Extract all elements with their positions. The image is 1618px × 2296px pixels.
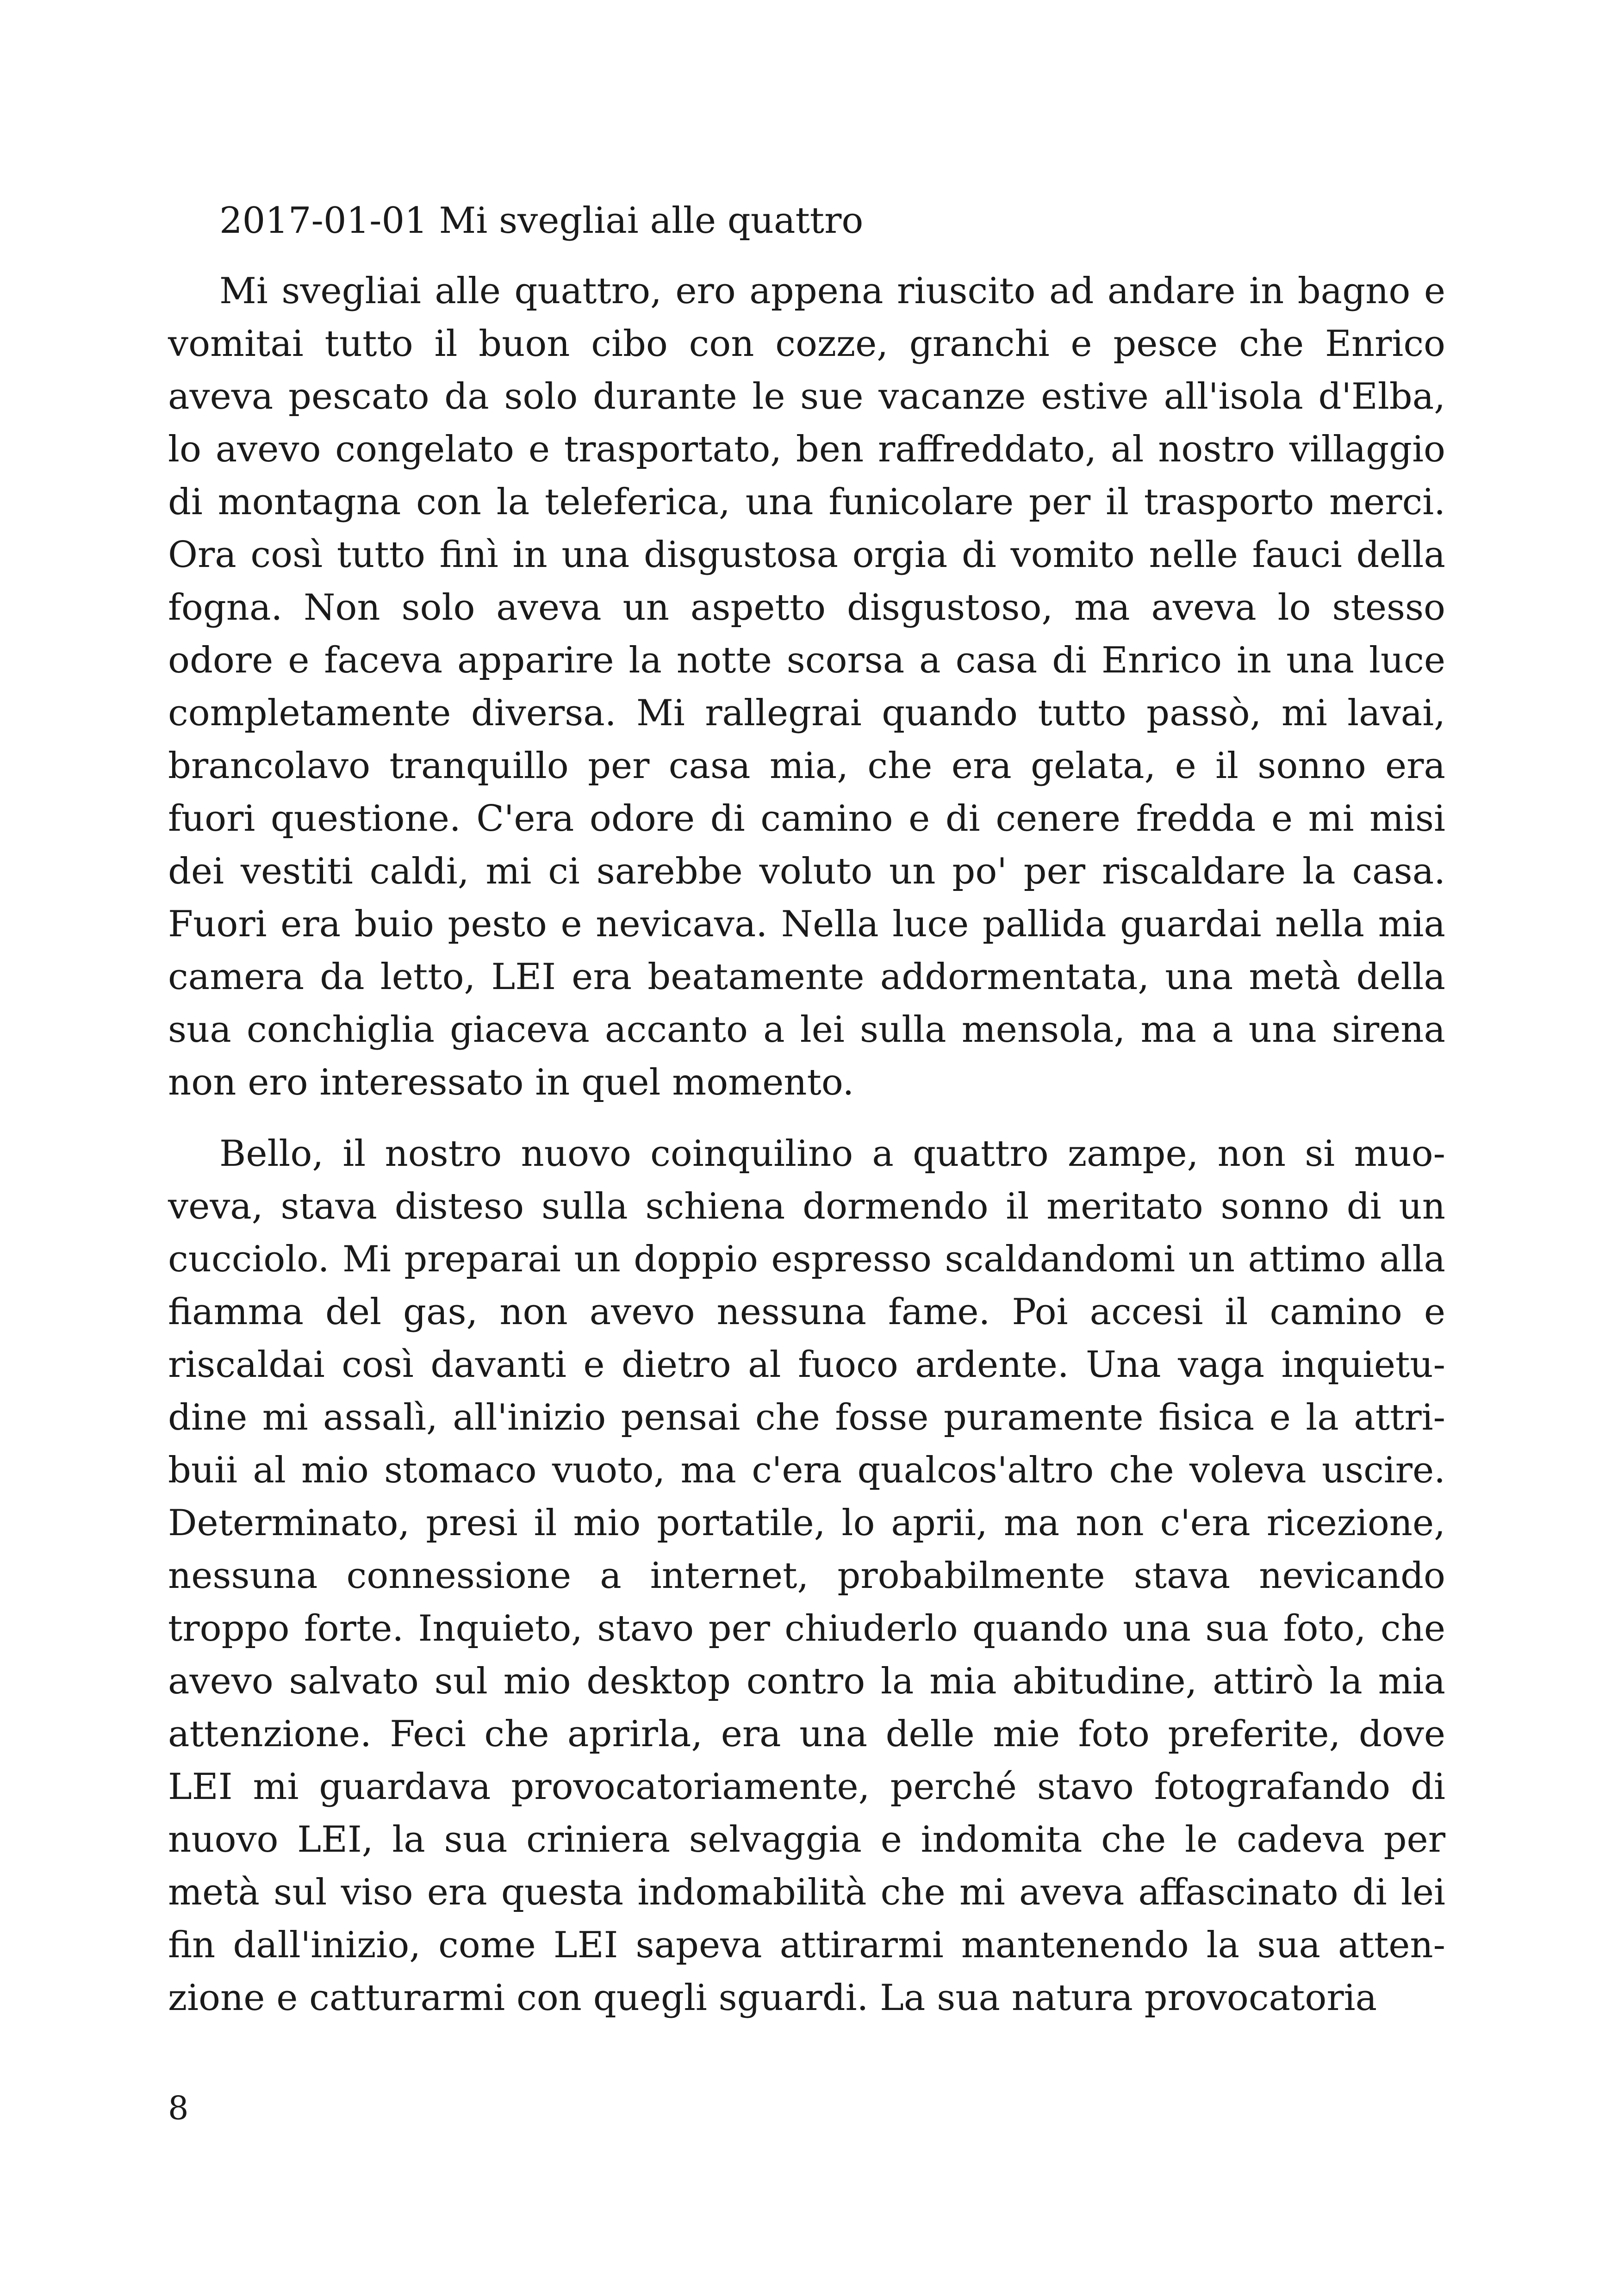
paragraph-1: Mi svegliai alle quattro, ero appena riuscito ad andare in bagno e vomitai tutto il buon cibo con cozze, granchi e pesce che Enrico aveva pescato da solo durante le sue vacanze estive all'isola d'Elba, lo avevo congelato e trasportato, ben raffreddato, al nostro villaggio di montagna con la teleferica, una funicolare per il trasporto merci. Ora così tutto finì in una disgustosa orgia di vomito nelle fauci della fogna. Non solo aveva un aspetto disgustoso, ma aveva lo stesso odore e faceva apparire la notte scorsa a casa di Enrico in una luce completamente diversa. Mi rallegrai quando tutto passò, mi lavai, brancolavo tranquillo per casa mia, che era gelata, e il sonno era fuori questione. C'era odore di camino e di cenere fredda e mi misi dei vestiti caldi, mi ci sarebbe voluto un po' per riscaldare la casa. Fuori era buio pesto e nevicava. Nella luce pallida guardai nella mia camera da letto, LEI era beatamente addormentata, una metà della sua conchiglia giaceva accanto a lei sulla mensola, ma a una sirena non ero interessato in quel momento. <box>168 270 1445 1103</box>
page-body <box>168 194 1445 2043</box>
paragraph-2: Bello, il nostro nuovo coinquilino a quattro zampe, non si muoveva, stava disteso sulla schiena dormendo il meritato sonno di un cucciolo. Mi preparai un doppio espresso scaldandomi un attimo alla fiamma del gas, non avevo nessuna fame. Poi accesi il camino e riscaldai così davanti e dietro al fuoco ardente. Una vaga inquietudine mi assalì, all'inizio pensai che fosse puramente fisica e la attribuii al mio stomaco vuoto, ma c'era qualcos'altro che voleva uscire. Determinato, presi il mio portatile, lo aprii, ma non c'era ricezione, nessuna connessione a internet, probabilmente stava nevicando troppo forte. Inquieto, stavo per chiuderlo quando una sua foto, che avevo salvato sul mio desktop contro la mia abitudine, attirò la mia attenzione. Feci che aprirla, era una delle mie foto preferite, dove LEI mi guardava provocatoriamente, perché stavo fotografando di nuovo LEI, la sua criniera selvaggia e indomita che le cadeva per metà sul viso era questa indomabilità che mi aveva affascinato di lei fin dall'inizio, come LEI sapeva attirarmi mantenendo la sua attenzione e catturarmi con quegli sguardi. La sua natura provocatoria <box>168 1133 1445 2019</box>
page-number: 8 <box>168 2089 189 2127</box>
entry-heading: 2017-01-01 Mi svegliai alle quattro <box>219 200 864 242</box>
